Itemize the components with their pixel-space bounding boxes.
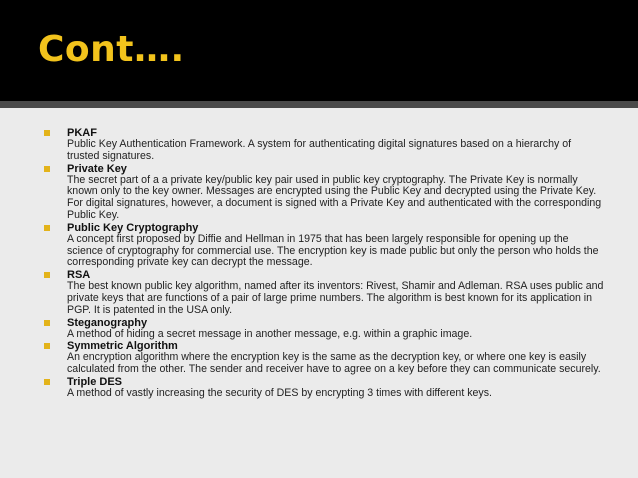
glossary-definition: Public Key Authentication Framework. A system for authenticating digital signatures based on a hierarchy of trusted signatures. — [67, 138, 572, 162]
glossary-definition: A method of hiding a secret message in another message, e.g. within a graphic image. — [67, 327, 473, 340]
glossary-item-public-key-cryptography — [44, 222, 604, 269]
slide-title: Cont…. — [38, 29, 185, 70]
glossary-term: RSA — [67, 269, 91, 282]
title-bar — [0, 0, 638, 101]
glossary-definition: A method of vastly increasing the security of DES by encrypting 3 times with different keys. — [67, 386, 492, 399]
square-bullet-icon — [44, 379, 50, 385]
square-bullet-icon — [44, 320, 50, 326]
glossary-term: Symmetric Algorithm — [67, 340, 178, 353]
glossary-definition: A concept first proposed by Diffie and Hellman in 1975 that has been largely responsible for opening up the science of cryptography for commercial use. The encryption key is made public but only the person who holds the corresponding private key can decrypt the message. — [67, 232, 599, 269]
glossary-term: Public Key Cryptography — [67, 221, 199, 234]
glossary-term: Private Key — [67, 162, 127, 175]
glossary-definition: The secret part of a a private key/public key pair used in public key cryptography. The Private Key is normally known only to the key owner. Messages are encrypted using the Public Key and decrypted using the Private Key. For digital signatures, however, a document is signed with a Private Key and authenticated with the corresponding Public Key. — [67, 173, 602, 221]
glossary-definition: The best known public key algorithm, named after its inventors: Rivest, Shamir and Adleman. RSA uses public and private keys that are functions of a pair of large prime numbers. The algorithm is best known for its application in PGP. It is patented in the USA only. — [67, 280, 604, 316]
square-bullet-icon — [44, 225, 50, 231]
glossary-term: PKAF — [67, 127, 97, 139]
square-bullet-icon — [44, 130, 50, 136]
square-bullet-icon — [44, 166, 50, 172]
glossary-item-triple-des — [44, 376, 604, 400]
glossary-list — [44, 127, 604, 400]
glossary-item-symmetric-algorithm — [44, 340, 604, 376]
glossary-definition: An encryption algorithm where the encryption key is the same as the decryption key, or where one key is easily calculated from the other. The sender and receiver have to agree on a key before they can communicate securely. — [67, 351, 601, 376]
glossary-item-steganography — [44, 317, 604, 341]
glossary-item-pkaf — [44, 127, 604, 163]
glossary-term: Steganography — [67, 316, 148, 329]
square-bullet-icon — [44, 343, 50, 349]
title-divider — [0, 101, 638, 108]
glossary-item-rsa — [44, 269, 604, 316]
square-bullet-icon — [44, 272, 50, 278]
glossary-item-private-key — [44, 163, 604, 222]
glossary-term: Triple DES — [67, 375, 123, 388]
